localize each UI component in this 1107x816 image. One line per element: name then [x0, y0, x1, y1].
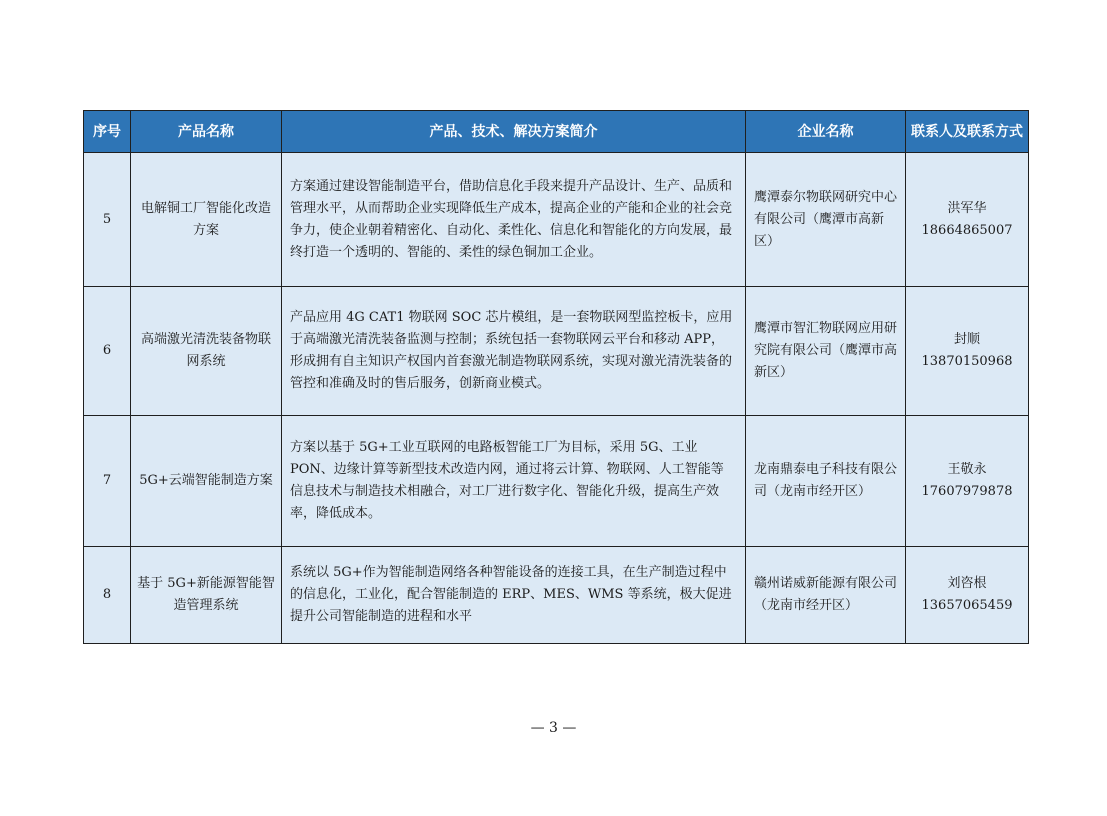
- contact-name: 王敬永: [947, 462, 987, 477]
- row-index: 8: [84, 547, 131, 644]
- company-name: 龙南鼎泰电子科技有限公司（龙南市经开区）: [746, 416, 906, 547]
- table-header-row: [84, 111, 1029, 153]
- product-name: 高端激光清洗装备物联网系统: [131, 287, 282, 416]
- contact-cell: [906, 153, 1029, 287]
- contact-phone: 17607979878: [921, 484, 1013, 499]
- contact-name: 洪军华: [947, 200, 987, 216]
- header-contact: 联系人及联系方式: [906, 111, 1029, 153]
- contact-phone: 13870150968: [921, 354, 1013, 369]
- product-name: 基于 5G+新能源智能智造管理系统: [131, 547, 282, 644]
- company-name: 鹰潭市智汇物联网应用研究院有限公司（鹰潭市高新区）: [746, 287, 906, 416]
- contact-cell: [906, 416, 1029, 547]
- header-index: 序号: [84, 111, 131, 153]
- product-name: 电解铜工厂智能化改造方案: [131, 153, 282, 287]
- row-index: 6: [84, 287, 131, 416]
- row-index: 7: [84, 416, 131, 547]
- product-description: 产品应用 4G CAT1 物联网 SOC 芯片模组，是一套物联网型监控板卡，应用于高端激光清洗装备监测与控制；系统包括一套物联网云平台和移动 APP，形成拥有自主知识产权国内首套激光制造物联网系统，实现对激光清洗装备的管控和准确及时的售后服务，创新商业模式。: [282, 287, 746, 416]
- company-name: 赣州诺威新能源有限公司（龙南市经开区）: [746, 547, 906, 644]
- header-description: 产品、技术、解决方案简介: [282, 111, 746, 153]
- table-row: [84, 416, 1029, 547]
- table-row: [84, 547, 1029, 644]
- contact-name: 封顺: [953, 332, 980, 347]
- contact-phone: 13657065459: [921, 598, 1013, 613]
- contact-phone: 18664865007: [921, 222, 1013, 238]
- contact-cell: [906, 287, 1029, 416]
- page-number: — 3 —: [530, 720, 577, 736]
- product-description: 系统以 5G+作为智能制造网络各种智能设备的连接工具，在生产制造过程中的信息化，工业化，配合智能制造的 ERP、MES、WMS 等系统，极大促进提升公司智能制造的进程和水平: [282, 547, 746, 644]
- contact-name: 刘咨根: [947, 576, 987, 591]
- table-row: [84, 287, 1029, 416]
- product-description: 方案以基于 5G+工业互联网的电路板智能工厂为目标，采用 5G、工业 PON、边缘计算等新型技术改造内网，通过将云计算、物联网、人工智能等信息技术与制造技术相融合，对工厂进行数字化、智能化升级，提高生产效率，降低成本。: [282, 416, 746, 547]
- header-product: 产品名称: [131, 111, 282, 153]
- header-company: 企业名称: [746, 111, 906, 153]
- product-description: 方案通过建设智能制造平台，借助信息化手段来提升产品设计、生产、品质和管理水平，从而帮助企业实现降低生产成本，提高企业的产能和企业的社会竞争力，使企业朝着精密化、自动化、柔性化、信息化和智能化的方向发展，最终打造一个透明的、智能的、柔性的绿色铜加工企业。: [282, 153, 746, 287]
- product-name: 5G+云端智能制造方案: [131, 416, 282, 547]
- company-name: 鹰潭泰尔物联网研究中心有限公司（鹰潭市高新区）: [746, 153, 906, 287]
- row-index: 5: [84, 153, 131, 287]
- product-table: [83, 110, 1029, 644]
- contact-cell: [906, 547, 1029, 644]
- table-row: [84, 153, 1029, 287]
